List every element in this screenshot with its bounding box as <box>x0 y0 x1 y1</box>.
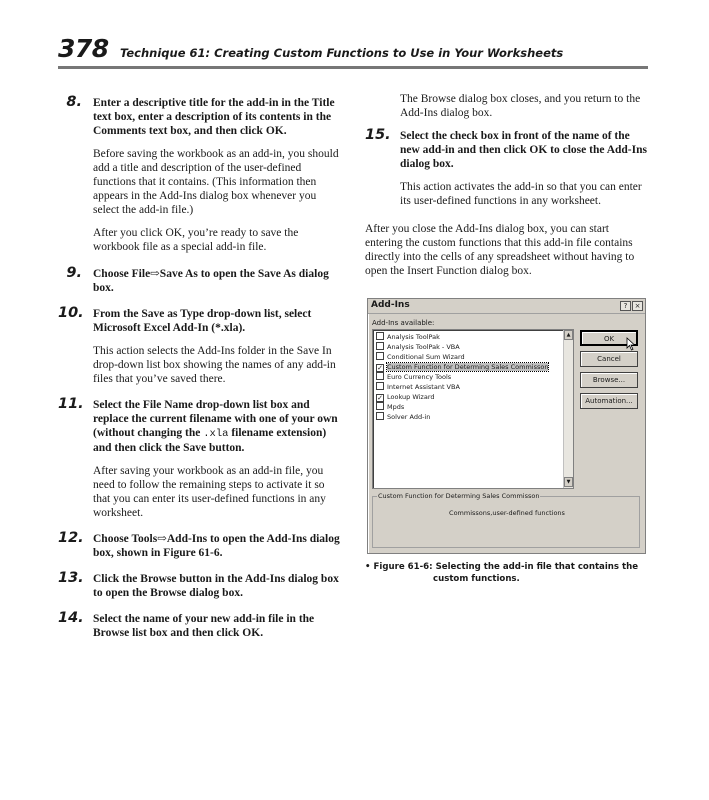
list-item-label: Lookup Wizard <box>387 393 435 401</box>
listbox-scrollbar[interactable] <box>563 330 573 488</box>
dialog-title: Add-Ins <box>371 300 410 310</box>
step-8 <box>58 96 343 254</box>
step-number: 10. <box>58 305 84 321</box>
step-14-continuation: The Browse dialog box closes, and you return to the Add-Ins dialog box. <box>400 93 641 119</box>
list-item-label: Internet Assistant VBA <box>387 383 460 391</box>
body-paragraph: After you close the Add-Ins dialog box, you can start entering the custom functions that this add-in file contains directly into the cells of any spreadsheet without having to open the Insert Function dialog box. <box>365 223 635 277</box>
step-number: 8. <box>66 94 82 110</box>
checkbox[interactable] <box>376 382 384 390</box>
step-instruction: Enter a descriptive title for the add-in in the Title text box, enter a description of its contents in the Comments text box, and then click OK. <box>93 97 335 137</box>
group-title: Custom Function for Determing Sales Commisson <box>378 492 540 500</box>
checkbox[interactable] <box>376 352 384 360</box>
step-number: 12. <box>58 530 84 546</box>
add-ins-available-label: Add-Ins available: <box>372 319 435 327</box>
page-number: 378 <box>58 34 109 63</box>
automation-button[interactable]: Automation... <box>580 393 638 409</box>
step-instruction: Select the check box in front of the name of the new add-in and then click OK to close the Add-Ins dialog box. <box>400 130 647 170</box>
step-number: 11. <box>58 396 84 412</box>
step-number: 14. <box>58 610 84 626</box>
list-item-label: Conditional Sum Wizard <box>387 353 465 361</box>
step-9 <box>58 267 343 295</box>
checkbox[interactable] <box>376 412 384 420</box>
checkbox-checked[interactable]: ✓ <box>377 394 383 402</box>
list-item-label: Custom Function for Determing Sales Commisson <box>387 363 549 371</box>
step-instruction: From the Save as Type drop-down list, select Microsoft Excel Add-In (*.xla). <box>93 308 312 334</box>
step-instruction <box>93 398 343 455</box>
figure-label: Figure 61-6: <box>373 562 433 572</box>
step-instruction: Choose File⇨Save As to open the Save As dialog box. <box>93 268 329 294</box>
right-column <box>365 92 648 278</box>
checkbox[interactable] <box>376 402 384 410</box>
instruction-text: filename extension) and then click the Save button. <box>93 427 327 454</box>
instruction-text: Select the File Name drop-down list box and replace the current filename with one of your own (without changing the <box>93 399 338 439</box>
add-ins-dialog <box>367 298 646 554</box>
step-number: 13. <box>58 570 84 586</box>
list-item-label: Solver Add-in <box>387 413 431 421</box>
step-paragraph: After saving your workbook as an add-in file, you need to follow the remaining steps to activate it so that you can enter its user-defined functions in any worksheet. <box>93 465 326 519</box>
step-13 <box>58 572 343 600</box>
list-item[interactable] <box>376 402 561 412</box>
checkbox[interactable] <box>376 332 384 340</box>
file-extension-code: .xla <box>203 428 229 440</box>
list-item[interactable] <box>376 352 561 362</box>
header-rule <box>58 66 648 69</box>
list-item[interactable] <box>376 332 561 342</box>
list-item-label: Euro Currency Tools <box>387 373 452 381</box>
checkbox-checked[interactable]: ✓ <box>377 364 383 372</box>
caption-bullet: • <box>365 562 371 572</box>
add-ins-listbox[interactable] <box>372 329 574 489</box>
checkbox[interactable] <box>376 372 384 380</box>
close-icon[interactable]: × <box>632 301 643 311</box>
step-instruction: Select the name of your new add-in file in the Browse list box and then click OK. <box>93 613 315 639</box>
step-instruction: Click the Browse button in the Add-Ins dialog box to open the Browse dialog box. <box>93 573 339 599</box>
list-item-label: Analysis ToolPak <box>387 333 440 341</box>
step-12 <box>58 532 343 560</box>
caption-line-2: custom functions. <box>433 574 520 584</box>
list-item[interactable] <box>376 372 561 382</box>
scroll-down-icon[interactable]: ▼ <box>564 477 573 487</box>
page-header <box>58 30 648 70</box>
list-item-selected[interactable] <box>376 362 561 372</box>
step-paragraph: Before saving the workbook as an add-in, you should add a title and description of the user-defined functions that it contains. (This information then appears in the Add-Ins dialog box whenever you select the add-in file.) <box>93 148 339 216</box>
list-item-label: Analysis ToolPak - VBA <box>387 343 460 351</box>
caption-text: Selecting the add-in file that contains the <box>435 562 639 572</box>
step-15 <box>365 129 648 208</box>
list-item[interactable] <box>376 382 561 392</box>
step-number: 15. <box>365 127 391 143</box>
step-instruction: Choose Tools⇨Add-Ins to open the Add-Ins dialog box, shown in Figure 61-6. <box>93 533 340 559</box>
list-item[interactable] <box>376 412 561 422</box>
step-11 <box>58 398 343 520</box>
running-head: Technique 61: Creating Custom Functions to Use in Your Worksheets <box>120 46 564 60</box>
help-icon[interactable]: ? <box>620 301 631 311</box>
list-item[interactable] <box>376 392 561 402</box>
step-paragraph: After you click OK, you’re ready to save the workbook file as a special add-in file. <box>93 227 299 253</box>
add-in-description: Commissons,user-defined functions <box>449 509 565 517</box>
step-number: 9. <box>66 265 82 281</box>
step-10 <box>58 307 343 386</box>
browse-button[interactable]: Browse... <box>580 372 638 388</box>
dialog-title-bar <box>368 299 645 314</box>
scroll-up-icon[interactable]: ▲ <box>564 330 573 340</box>
figure-caption <box>365 561 648 585</box>
cancel-button[interactable]: Cancel <box>580 351 638 367</box>
step-14 <box>58 612 343 640</box>
add-in-description-group <box>372 492 640 548</box>
step-paragraph: This action selects the Add-Ins folder in the Save In drop-down list box showing the names of any add-in files that you’ve saved there. <box>93 345 336 385</box>
caption-line-1 <box>365 561 648 573</box>
list-item[interactable] <box>376 342 561 352</box>
step-paragraph: This action activates the add-in so that you can enter its user-defined functions in any worksheet. <box>400 181 642 207</box>
checkbox[interactable] <box>376 342 384 350</box>
left-column <box>58 96 343 648</box>
list-item-label: Mpds <box>387 403 405 411</box>
ok-button[interactable]: OK <box>580 330 638 346</box>
mouse-pointer-icon <box>626 337 636 351</box>
